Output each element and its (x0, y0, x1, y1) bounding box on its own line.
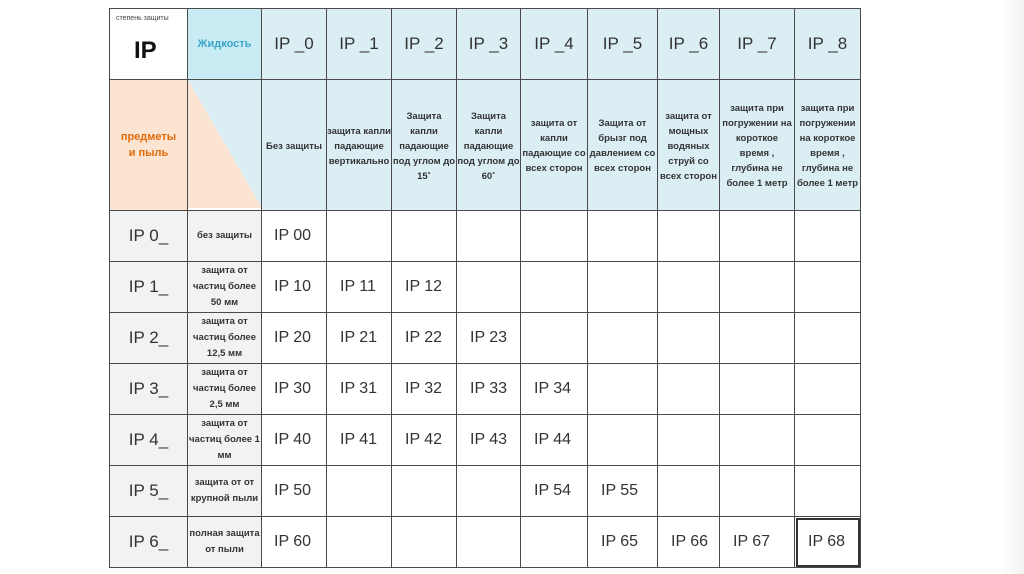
liquid-code-header: IP _8 (795, 9, 861, 80)
liquid-desc-header-row (110, 80, 861, 211)
dust-desc-cell: защита от частиц более 12,5 мм (188, 313, 262, 364)
dust-code-cell: IP 4_ (110, 415, 188, 466)
dust-title: предметы и пыль (120, 131, 177, 159)
ip-code-cell: IP 68 (795, 517, 861, 568)
ip-code-cell (392, 466, 457, 517)
ip-code-cell: IP 42 (392, 415, 457, 466)
liquid-desc-header: Без защиты (262, 80, 327, 211)
ip-code-cell: IP 31 (327, 364, 392, 415)
ip-code-cell: IP 55 (588, 466, 658, 517)
ip-code-cell: IP 65 (588, 517, 658, 568)
ip-code-cell (392, 211, 457, 262)
ip-code-cell: IP 22 (392, 313, 457, 364)
corner-small-label: степень защиты (116, 15, 169, 22)
dust-code-cell: IP 1_ (110, 262, 188, 313)
ip-code-cell (588, 262, 658, 313)
ip-code-cell: IP 30 (262, 364, 327, 415)
liquid-desc-header: защита от мощных водяных струй со всех сторон (658, 80, 720, 211)
ip-code-cell (795, 466, 861, 517)
ip-code-cell (457, 466, 521, 517)
ip-code-cell: IP 12 (392, 262, 457, 313)
ip-code-cell (720, 313, 795, 364)
diagonal-cell (188, 80, 262, 211)
ip-code-cell: IP 67 (720, 517, 795, 568)
ip-code-cell: IP 00 (262, 211, 327, 262)
table-row (110, 517, 861, 568)
liquid-code-header: IP _7 (720, 9, 795, 80)
table-row (110, 415, 861, 466)
ip-code-cell: IP 43 (457, 415, 521, 466)
ip-code-cell (457, 211, 521, 262)
table-row (110, 466, 861, 517)
dust-code-cell: IP 2_ (110, 313, 188, 364)
ip-code-cell (327, 211, 392, 262)
liquid-title: Жидкость (188, 9, 262, 80)
dust-code-cell: IP 6_ (110, 517, 188, 568)
ip-code-cell: IP 20 (262, 313, 327, 364)
liquid-code-header-row (110, 9, 861, 80)
table-row (110, 313, 861, 364)
dust-code-cell: IP 0_ (110, 211, 188, 262)
liquid-desc-header: защита капли падающие вертикально (327, 80, 392, 211)
ip-code-cell (658, 364, 720, 415)
liquid-desc-header: Защита капли падающие под углом до 60˚ (457, 80, 521, 211)
ip-code-cell: IP 10 (262, 262, 327, 313)
liquid-desc-header: Защита капли падающие под углом до 15˚ (392, 80, 457, 211)
ip-code-cell (521, 517, 588, 568)
dust-desc-cell: защита от частиц более 1 мм (188, 415, 262, 466)
ip-code-cell (457, 517, 521, 568)
dust-desc-cell: защита от от крупной пыли (188, 466, 262, 517)
liquid-code-header: IP _2 (392, 9, 457, 80)
liquid-code-header: IP _0 (262, 9, 327, 80)
liquid-code-header: IP _5 (588, 9, 658, 80)
ip-code-cell: IP 32 (392, 364, 457, 415)
liquid-code-header: IP _6 (658, 9, 720, 80)
liquid-desc-header: защита при погружении на короткое время , глубина не более 1 метр (720, 80, 795, 211)
dust-desc-cell: защита от частиц более 50 мм (188, 262, 262, 313)
ip-code-cell: IP 60 (262, 517, 327, 568)
dust-desc-cell: защита от частиц более 2,5 мм (188, 364, 262, 415)
corner-ip-label: IP (134, 37, 157, 64)
ip-code-cell (658, 211, 720, 262)
liquid-desc-header: защита при погружении на короткое время , глубина не более 1 метр (795, 80, 861, 211)
ip-code-cell (521, 262, 588, 313)
ip-code-cell (720, 364, 795, 415)
ip-code-cell (658, 466, 720, 517)
corner-cell (110, 9, 188, 80)
liquid-desc-header: Защита от брызг под давлением со всех сторон (588, 80, 658, 211)
ip-code-cell (658, 415, 720, 466)
ip-code-cell (795, 415, 861, 466)
diagonal-divider (188, 80, 262, 208)
ip-code-cell (720, 466, 795, 517)
ip-code-cell (588, 364, 658, 415)
ip-code-cell (720, 211, 795, 262)
ip-code-cell: IP 21 (327, 313, 392, 364)
dust-desc-cell: без защиты (188, 211, 262, 262)
ip-code-cell: IP 33 (457, 364, 521, 415)
ip-code-cell (795, 364, 861, 415)
table-row (110, 211, 861, 262)
ip-code-cell: IP 40 (262, 415, 327, 466)
ip-code-cell (795, 313, 861, 364)
ip-code-cell (327, 466, 392, 517)
ip-code-cell (521, 313, 588, 364)
table-row (110, 262, 861, 313)
ip-code-cell: IP 66 (658, 517, 720, 568)
ip-code-cell (720, 262, 795, 313)
liquid-code-header: IP _3 (457, 9, 521, 80)
dust-code-cell: IP 5_ (110, 466, 188, 517)
ip-code-cell (392, 517, 457, 568)
liquid-code-header: IP _4 (521, 9, 588, 80)
ip-code-cell (658, 262, 720, 313)
ip-code-cell: IP 34 (521, 364, 588, 415)
liquid-desc-header: защита от капли падающие со всех сторон (521, 80, 588, 211)
ip-code-cell (588, 313, 658, 364)
ip-code-cell (588, 415, 658, 466)
ip-code-cell (720, 415, 795, 466)
ip-code-cell: IP 54 (521, 466, 588, 517)
ip-code-cell: IP 11 (327, 262, 392, 313)
dust-code-cell: IP 3_ (110, 364, 188, 415)
table-row (110, 364, 861, 415)
ip-code-cell (795, 211, 861, 262)
slide-rim (1000, 0, 1024, 574)
ip-code-cell (521, 211, 588, 262)
ip-code-cell (327, 517, 392, 568)
ip-code-cell: IP 44 (521, 415, 588, 466)
dust-desc-cell: полная защита от пыли (188, 517, 262, 568)
ip-rating-table (109, 8, 861, 568)
ip-code-cell: IP 50 (262, 466, 327, 517)
ip-code-cell: IP 41 (327, 415, 392, 466)
ip-code-cell (795, 262, 861, 313)
liquid-code-header: IP _1 (327, 9, 392, 80)
dust-title-cell (110, 80, 188, 211)
ip-code-cell (457, 262, 521, 313)
ip-code-cell: IP 23 (457, 313, 521, 364)
ip-code-cell (588, 211, 658, 262)
ip-code-cell (658, 313, 720, 364)
